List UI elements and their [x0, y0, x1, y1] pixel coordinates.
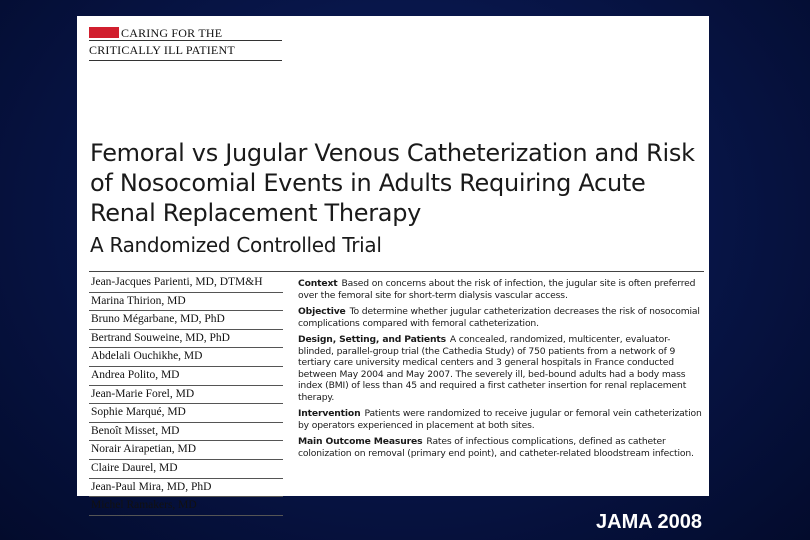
- abstract-section: [298, 408, 705, 431]
- abstract-section: [298, 436, 705, 459]
- abstract-text: To determine whether jugular catheterization decreases the risk of nosocomial complications compared with femoral catheterization.: [298, 306, 700, 329]
- author-name: Jean-Paul Mira, MD, PhD: [89, 479, 283, 498]
- section-header-line1: CARING FOR THE: [121, 26, 223, 40]
- abstract-heading: Context: [298, 278, 338, 289]
- author-name: Andrea Polito, MD: [89, 367, 283, 386]
- abstract-section: [298, 278, 705, 301]
- abstract-heading: Main Outcome Measures: [298, 436, 423, 447]
- author-name: Abdelali Ouchikhe, MD: [89, 348, 283, 367]
- title-rule: [89, 271, 704, 272]
- section-header-line2: CRITICALLY ILL PATIENT: [89, 43, 235, 57]
- article-title: Femoral vs Jugular Venous Catheterization and Risk of Nosocomial Events in Adults Requiring Acute Renal Replacement Therapy: [90, 139, 695, 227]
- section-color-bar: [89, 27, 119, 38]
- author-name: Marina Thirion, MD: [89, 293, 283, 312]
- abstract-text: Patients were randomized to receive jugular or femoral vein catheterization by operators experienced in placement at both sites.: [298, 408, 702, 431]
- author-list: [89, 274, 283, 516]
- article-page: [77, 16, 709, 512]
- abstract-section: [298, 306, 705, 329]
- abstract-text: Rates of infectious complications, defined as catheter colonization on removal (primary end point), and catheter-related bloodstream infection.: [298, 436, 694, 459]
- author-name: Bertrand Souweine, MD, PhD: [89, 330, 283, 349]
- abstract-heading: Objective: [298, 306, 346, 317]
- abstract-text: A concealed, randomized, multicenter, evaluator-blinded, parallel-group trial (the Cathedia Study) of 750 patients from a network of 9 tertiary care university medical centers and 3 general hospitals in France conducted between May 2004 and May 2007. The severely ill, bed-bound adults had a body mass index (BMI) of less than 45 and required a first catheter insertion for renal replacement therapy.: [298, 334, 687, 403]
- abstract-text: Based on concerns about the risk of infection, the jugular site is often preferred over the femoral site for short-term dialysis vascular access.: [298, 278, 696, 301]
- author-name: Benoît Misset, MD: [89, 423, 283, 442]
- abstract: [298, 278, 705, 464]
- header-rule-bottom: [89, 60, 282, 61]
- header-rule-top: [89, 40, 282, 41]
- author-name: Claire Daurel, MD: [89, 460, 283, 479]
- author-name: Jean-Jacques Parienti, MD, DTM&H: [89, 274, 283, 293]
- abstract-heading: Intervention: [298, 408, 361, 419]
- author-name: Bruno Mégarbane, MD, PhD: [89, 311, 283, 330]
- abstract-section: [298, 334, 705, 403]
- author-name: Norair Airapetian, MD: [89, 441, 283, 460]
- journal-caption: JAMA 2008: [596, 511, 702, 533]
- abstract-heading: Design, Setting, and Patients: [298, 334, 446, 345]
- author-name: Sophie Marqué, MD: [89, 404, 283, 423]
- author-name: Jean-Marie Forel, MD: [89, 386, 283, 405]
- author-name: Michel Ramakers, MD: [89, 497, 283, 516]
- article-subtitle: A Randomized Controlled Trial: [90, 233, 382, 257]
